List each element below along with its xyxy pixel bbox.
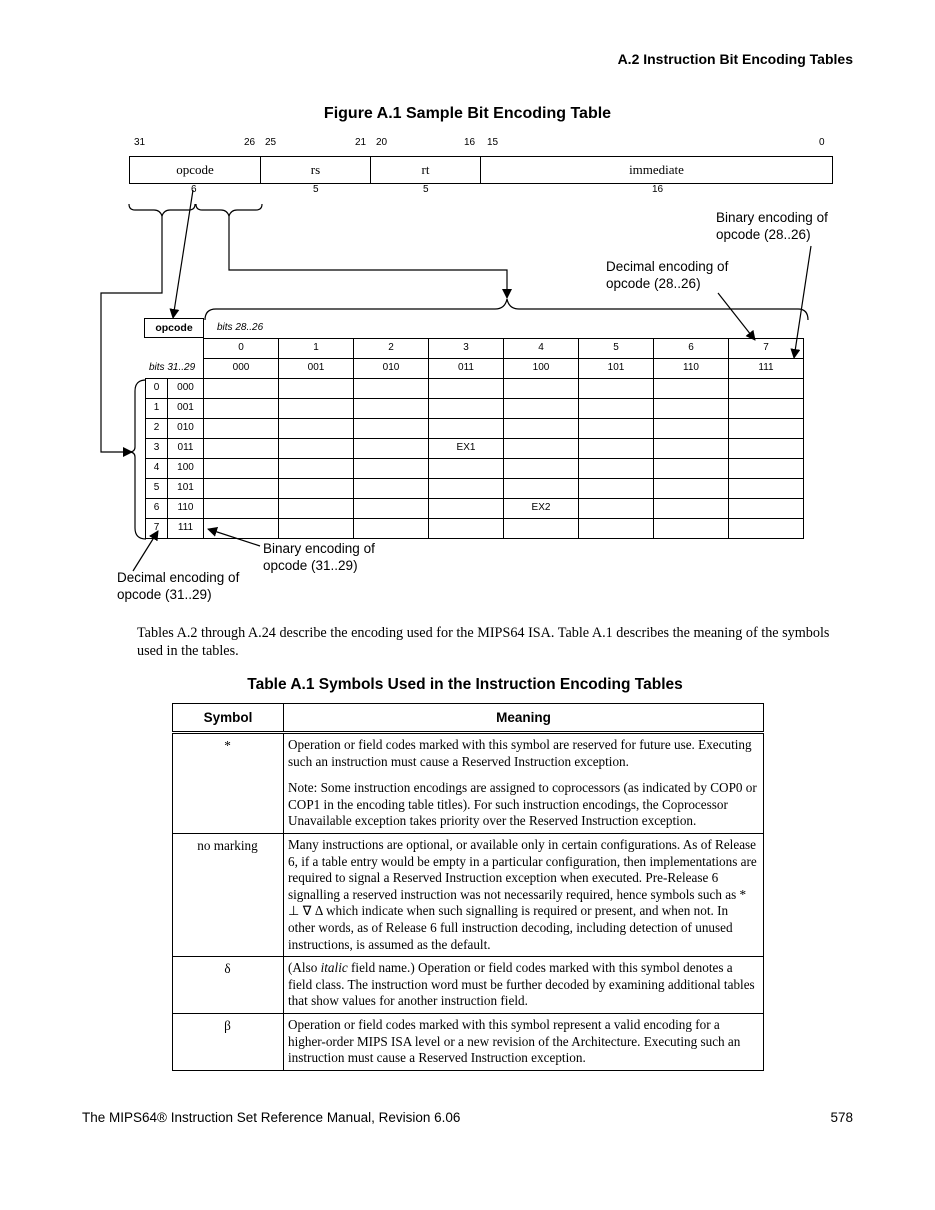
field-width: 6 <box>191 184 197 195</box>
meaning-cell <box>284 733 764 834</box>
encoding-cell <box>653 518 729 539</box>
meaning-text: (Also italic field name.) Operation or field codes marked with this symbol denotes a field class. The instruction word must be further decoded by examining additional tables that show values for another instruction field. <box>288 960 755 1009</box>
table-header-row <box>173 704 764 733</box>
row-decimal-label: 2 <box>145 418 168 439</box>
row-decimal-label: 4 <box>145 458 168 479</box>
encoding-cell <box>578 518 654 539</box>
encoding-cell <box>728 418 804 439</box>
row-binary-label: 111 <box>167 518 204 539</box>
encoding-cell <box>503 418 579 439</box>
encoding-cell <box>278 418 354 439</box>
encoding-cell <box>503 478 579 499</box>
symbol-cell: β <box>173 1013 284 1070</box>
opcode-arrow <box>173 190 193 318</box>
encoding-cell <box>578 438 654 459</box>
encoding-cell <box>203 438 279 459</box>
callout-decimal-28-26: Decimal encoding of opcode (28..26) <box>606 259 729 291</box>
encoding-cell <box>653 398 729 419</box>
encoding-cell <box>278 478 354 499</box>
row-binary-label: 101 <box>167 478 204 499</box>
encoding-cell <box>353 378 429 399</box>
bit-position: 0 <box>819 137 825 148</box>
col-binary-header: 111 <box>728 358 804 379</box>
brace-rows <box>129 380 146 539</box>
encoding-cell <box>203 458 279 479</box>
callout-binary-28-26: Binary encoding of opcode (28..26) <box>716 210 828 242</box>
field-width: 16 <box>652 184 664 195</box>
field-rs: rs <box>260 156 371 184</box>
encoding-cell <box>428 398 504 419</box>
col-decimal-header: 5 <box>578 338 654 359</box>
encoding-cell <box>503 458 579 479</box>
bit-position: 25 <box>265 137 277 148</box>
col-decimal-header: 1 <box>278 338 354 359</box>
field-rt: rt <box>370 156 481 184</box>
encoding-cell <box>578 398 654 419</box>
symbol-cell: δ <box>173 957 284 1014</box>
bit-position: 21 <box>355 137 367 148</box>
col-decimal-header: 2 <box>353 338 429 359</box>
row-binary-label: 001 <box>167 398 204 419</box>
encoding-cell <box>203 498 279 519</box>
brace-columns <box>205 299 808 320</box>
encoding-cell <box>278 398 354 419</box>
encoding-cell <box>653 418 729 439</box>
bit-position: 15 <box>487 137 499 148</box>
row-decimal-label: 6 <box>145 498 168 519</box>
encoding-cell <box>653 378 729 399</box>
col-binary-header: 000 <box>203 358 279 379</box>
encoding-cell <box>428 378 504 399</box>
col-binary-header: 100 <box>503 358 579 379</box>
row-binary-label: 100 <box>167 458 204 479</box>
table-row <box>173 733 764 834</box>
encoding-cell <box>353 458 429 479</box>
col-binary-header: 010 <box>353 358 429 379</box>
symbol-cell: * <box>173 733 284 834</box>
encoding-cell: EX2 <box>503 498 579 519</box>
col-binary-header: 101 <box>578 358 654 379</box>
encoding-cell <box>728 398 804 419</box>
col-binary-header: 110 <box>653 358 729 379</box>
encoding-cell <box>353 398 429 419</box>
col-decimal-header: 4 <box>503 338 579 359</box>
encoding-cell <box>428 518 504 539</box>
col-decimal-header: 3 <box>428 338 504 359</box>
meaning-cell <box>284 957 764 1014</box>
col-bits-label: bits 28..26 <box>217 322 264 333</box>
meaning-text: Operation or field codes marked with this symbol represent a valid encoding for a higher-order MIPS ISA level or a new revision of the Architecture. Executing such an instruction must cause a Reserved Instruction exception. <box>288 1016 741 1066</box>
field-width: 5 <box>423 184 429 195</box>
row-decimal-label: 3 <box>145 438 168 459</box>
encoding-cell <box>203 398 279 419</box>
page-number: 578 <box>830 1110 853 1125</box>
bit-position: 20 <box>376 137 388 148</box>
encoding-cell <box>428 498 504 519</box>
row-binary-label: 010 <box>167 418 204 439</box>
row-binary-label: 011 <box>167 438 204 459</box>
encoding-cell <box>578 418 654 439</box>
header-symbol: Symbol <box>173 704 284 733</box>
encoding-cell <box>278 438 354 459</box>
encoding-cell: EX1 <box>428 438 504 459</box>
encoding-cell <box>503 378 579 399</box>
col-binary-header: 001 <box>278 358 354 379</box>
encoding-cell <box>203 518 279 539</box>
encoding-cell <box>728 518 804 539</box>
callout-decimal-31-29: Decimal encoding of opcode (31..29) <box>117 570 240 602</box>
encoding-cell <box>653 478 729 499</box>
meaning-text: Many instructions are optional, or available only in certain configurations. As of Release 6, if a table entry would be empty in a particular configuration, then implementations are required to signal a Reserved Instruction exception when executed. Pre-Release 6 signalling a reserved instruction was not necessarily required, hence symbols such as * ⊥ ∇ Δ which indicate when such signalling is required or present, and when not. In other words, as of Release 6 full instruction decoding, including detection of unused instructions, is assumed as the default. <box>288 836 757 952</box>
encoding-cell <box>353 518 429 539</box>
col-bits-path <box>229 216 507 298</box>
encoding-cell <box>353 478 429 499</box>
table-row <box>173 957 764 1014</box>
brace-bits-28-26 <box>196 204 262 216</box>
row-binary-label: 110 <box>167 498 204 519</box>
row-binary-label: 000 <box>167 378 204 399</box>
col-binary-header: 011 <box>428 358 504 379</box>
encoding-cell <box>503 518 579 539</box>
col-decimal-header: 6 <box>653 338 729 359</box>
symbol-cell: no marking <box>173 833 284 956</box>
encoding-cell <box>428 478 504 499</box>
meaning-text: Operation or field codes marked with this symbol are reserved for future use. Executing such an instruction must cause a Reserved Instruction exception. <box>288 737 752 769</box>
row-decimal-label: 1 <box>145 398 168 419</box>
field-width: 5 <box>313 184 319 195</box>
encoding-cell <box>203 418 279 439</box>
encoding-cell <box>278 378 354 399</box>
table-row <box>173 833 764 956</box>
row-decimal-label: 7 <box>145 518 168 539</box>
encoding-cell <box>428 458 504 479</box>
encoding-cell <box>728 458 804 479</box>
encoding-cell <box>728 378 804 399</box>
meaning-cell <box>284 833 764 956</box>
field-immediate: immediate <box>480 156 833 184</box>
encoding-cell <box>728 478 804 499</box>
encoding-cell <box>503 398 579 419</box>
figure-title: Figure A.1 Sample Bit Encoding Table <box>323 105 612 122</box>
encoding-cell <box>653 498 729 519</box>
callout-binary-31-29: Binary encoding of opcode (31..29) <box>263 541 375 573</box>
bit-position: 31 <box>134 137 146 148</box>
encoding-cell <box>653 438 729 459</box>
encoding-cell <box>578 458 654 479</box>
encoding-cell <box>278 498 354 519</box>
bit-position: 16 <box>464 137 476 148</box>
encoding-cell <box>428 418 504 439</box>
encoding-cell <box>203 478 279 499</box>
encoding-cell <box>578 478 654 499</box>
encoding-cell <box>578 378 654 399</box>
encoding-cell <box>503 438 579 459</box>
encoding-cell <box>353 438 429 459</box>
encoding-cell <box>353 418 429 439</box>
bit-position: 26 <box>244 137 256 148</box>
brace-bits-31-29 <box>129 204 195 216</box>
table-title: Table A.1 Symbols Used in the Instruction Encoding Tables <box>247 676 683 693</box>
row-decimal-label: 5 <box>145 478 168 499</box>
col-decimal-header: 7 <box>728 338 804 359</box>
opcode-corner-label: opcode <box>144 318 204 338</box>
meaning-note: Note: Some instruction encodings are assigned to coprocessors (as indicated by COP0 or COP1 in the encoding table titles). For such instruction encodings, the Coprocessor Unavailable exception takes priority over the Reserved Instruction exception. <box>288 780 757 829</box>
symbols-table <box>172 703 764 1071</box>
encoding-cell <box>728 438 804 459</box>
encoding-cell <box>278 458 354 479</box>
col-decimal-header: 0 <box>203 338 279 359</box>
encoding-cell <box>728 498 804 519</box>
running-header: A.2 Instruction Bit Encoding Tables <box>617 51 853 67</box>
row-bits-label: bits 31..29 <box>149 362 196 373</box>
arrow-decimal-28-26 <box>718 293 755 340</box>
encoding-cell <box>653 458 729 479</box>
meaning-cell <box>284 1013 764 1070</box>
encoding-cell <box>578 498 654 519</box>
field-opcode: opcode <box>129 156 261 184</box>
encoding-cell <box>278 518 354 539</box>
header-meaning: Meaning <box>284 704 764 733</box>
encoding-cell <box>353 498 429 519</box>
table-row <box>173 1013 764 1070</box>
row-decimal-label: 0 <box>145 378 168 399</box>
intro-paragraph: Tables A.2 through A.24 describe the encoding used for the MIPS64 ISA. Table A.1 describes the meaning of the symbols used in the tables. <box>137 625 830 659</box>
encoding-cell <box>203 378 279 399</box>
footer-manual-title: The MIPS64® Instruction Set Reference Manual, Revision 6.06 <box>82 1110 461 1125</box>
